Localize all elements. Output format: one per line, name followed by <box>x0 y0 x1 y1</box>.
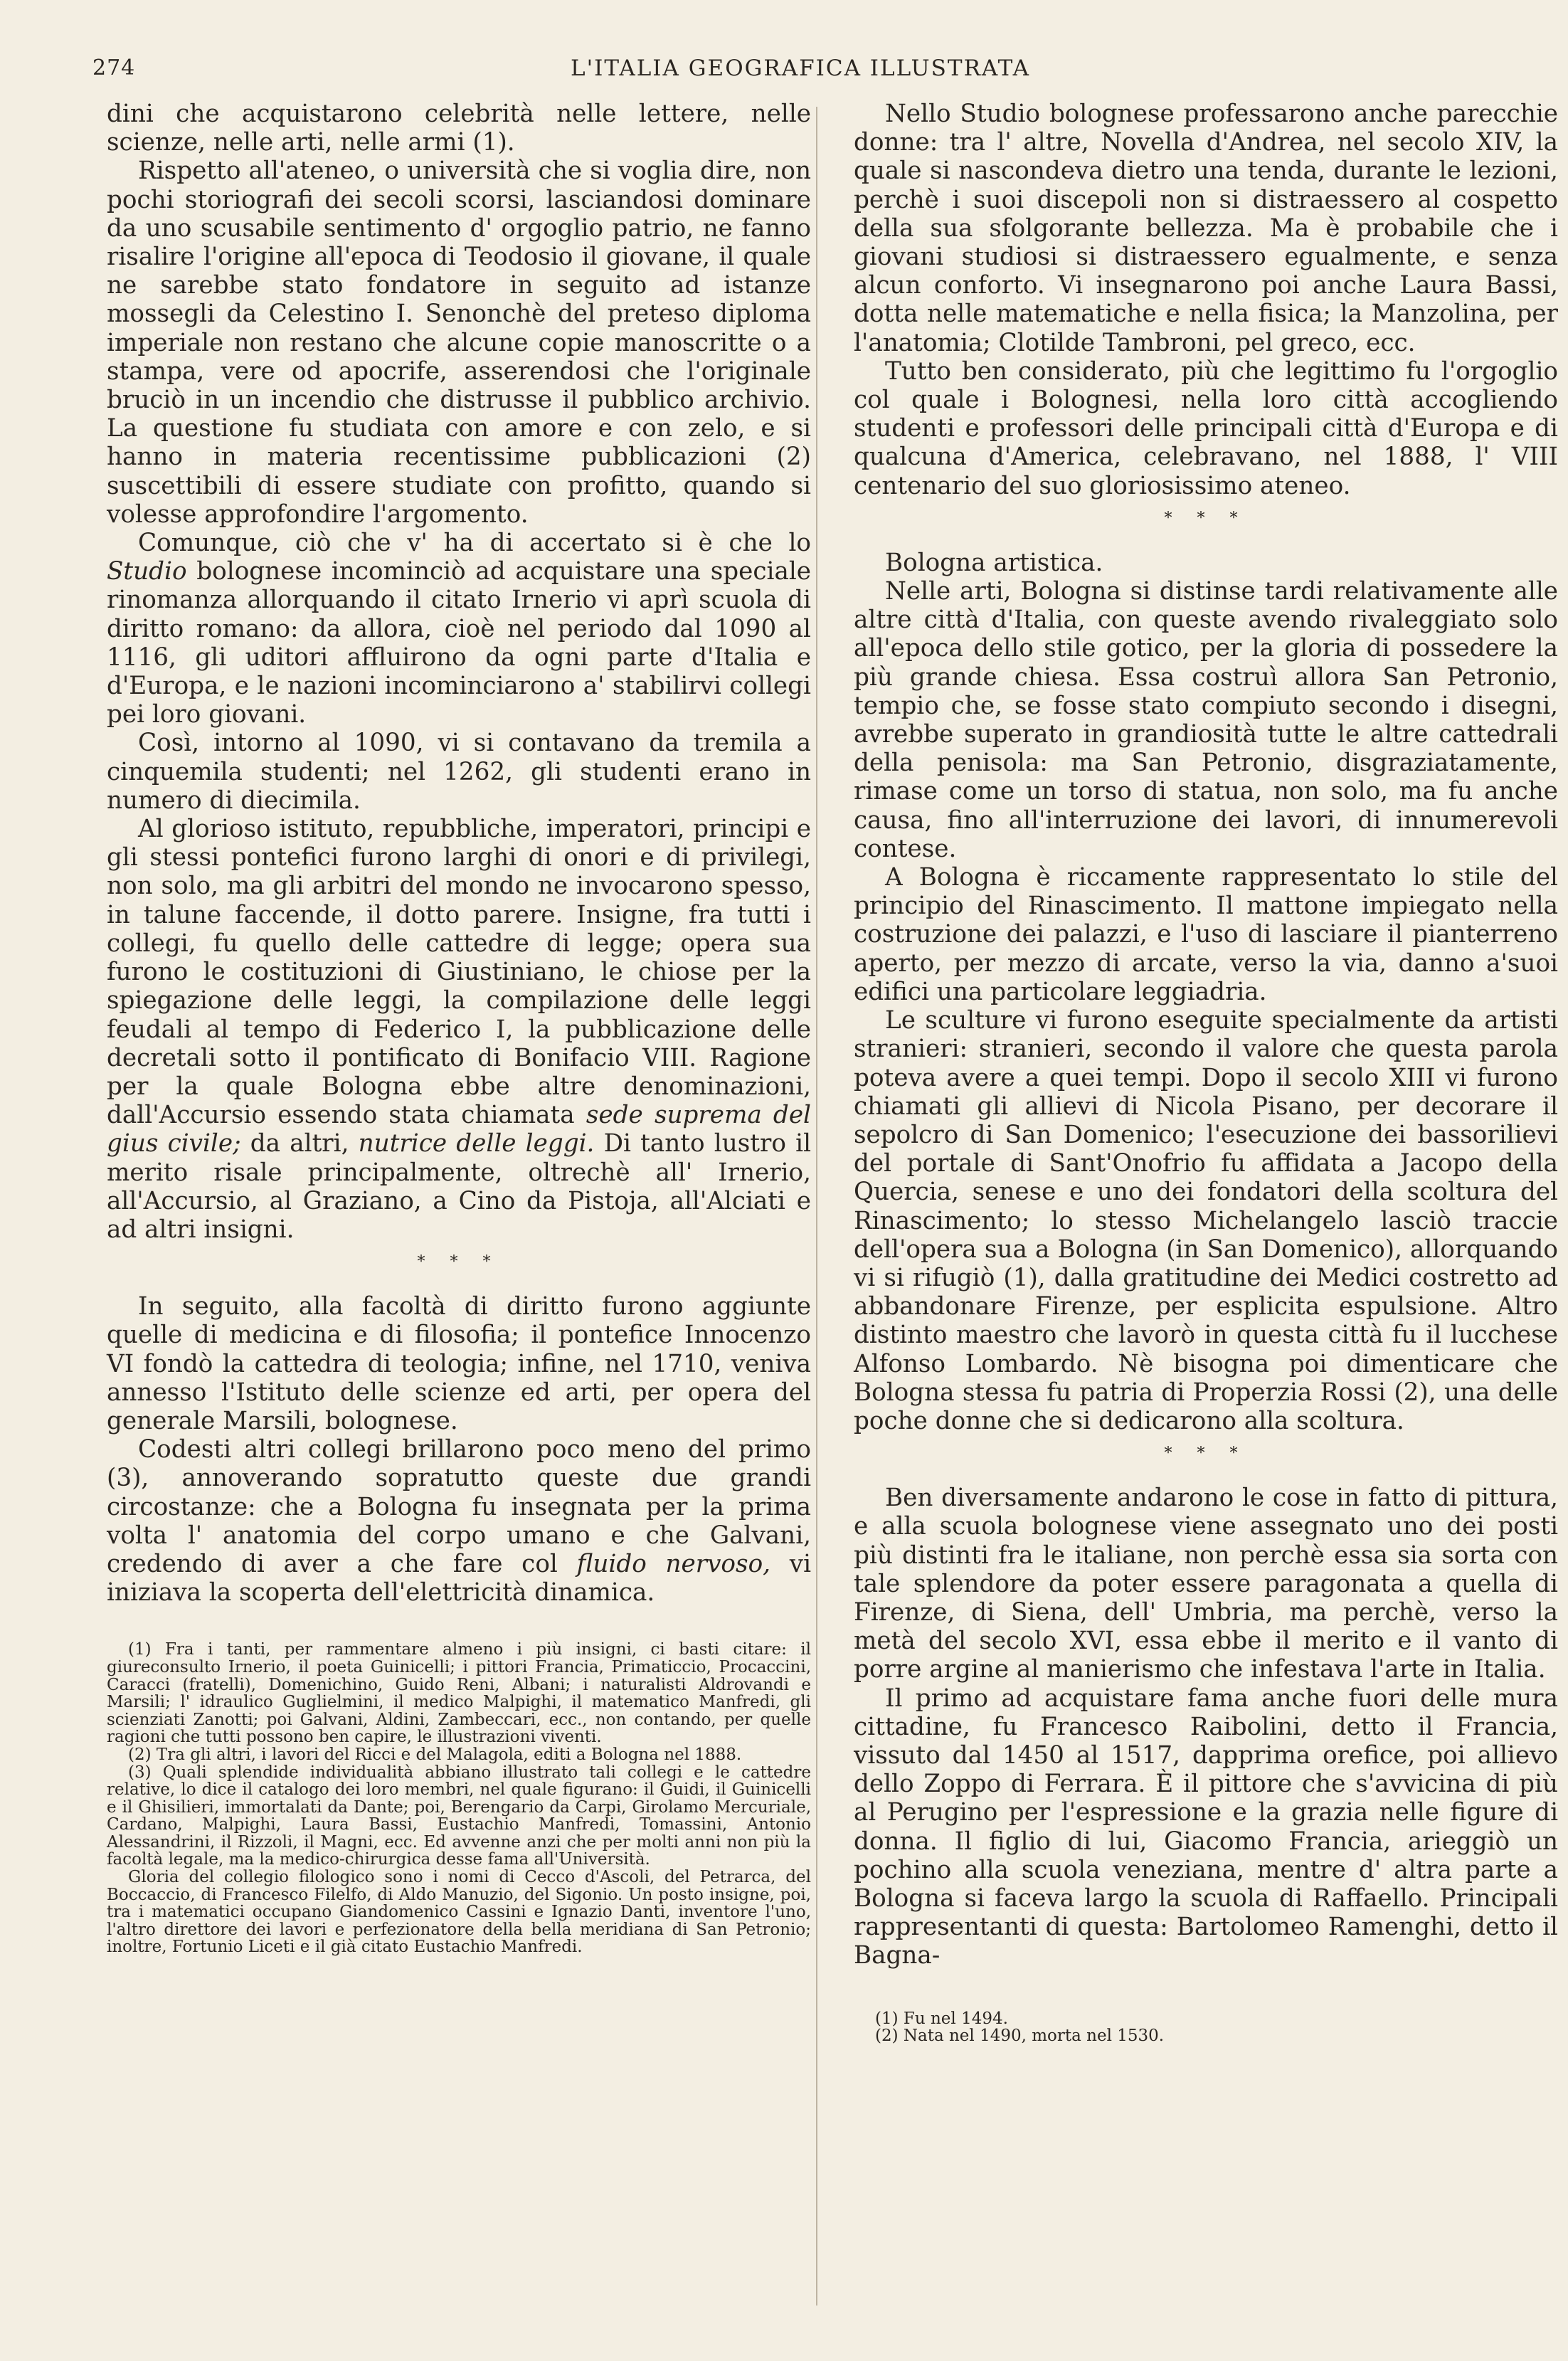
paragraph: Le sculture vi furono eseguite specialmente da artisti stranieri: stranieri, secondo il valore che questa parola poteva avere a quei tempi. Dopo il secolo XIII vi furono chiamati gli allievi di Nicola Pisano, per decorare il sepolcro di San Domenico; l'esecuzione dei bassorilievi del portale di Sant'Onofrio fu affidata a Jacopo della Quercia, senese e uno dei fondatori della scoltura del Rinascimento; lo stesso Michelangelo lasciò traccie dell'opera sua a Bologna (in San Domenico), allorquando vi si rifugiò (1), dalla gratitudine dei Medici costretto ad abbandonare Firenze, per esplicita espulsione. Altro distinto maestro che lavorò in questa città fu il lucchese Alfonso Lombardo. Nè bisogna poi dimenticare che Bologna stessa fu patria di Properzia Rossi (2), una delle poche donne che si dedicarono alla scoltura. <box>854 1006 1558 1435</box>
paragraph: Nelle arti, Bologna si distinse tardi relativamente alle altre città d'Italia, con queste avendo rivaleggiato solo all'epoca dello stile gotico, per la gloria di possedere la più grande chiesa. Essa costruì allora San Petronio, tempio che, se fosse stato compiuto secondo i disegni, avrebbe superato in grandiosità tutte le altre cattedrali della penisola: ma San Petronio, disgraziatamente, rimase come un torso di statua, non solo, ma fu anche causa, fino all'interruzione dei lavori, di innumerevoli contese. <box>854 577 1558 863</box>
paragraph <box>107 815 811 1244</box>
paragraph: dini che acquistarono celebrità nelle lettere, nelle scienze, nelle arti, nelle armi (1). <box>107 100 811 157</box>
paragraph: A Bologna è riccamente rappresentato lo stile del principio del Rinascimento. Il mattone impiegato nella costruzione dei palazzi, e l'uso di lasciare il pianterreno aperto, per mezzo di arcate, verso la via, danno a'suoi edifici una particolare leggiadria. <box>854 863 1558 1006</box>
footnote: (2) Nata nel 1490, morta nel 1530. <box>875 2027 1165 2046</box>
text-run: da altri, <box>250 1129 349 1158</box>
paragraph <box>107 1435 811 1607</box>
italic-text: Studio <box>107 557 187 586</box>
section-heading: Bologna artistica. <box>885 548 1103 577</box>
italic-text: sede suprema del gius civile; <box>107 1101 811 1158</box>
text-run: Al glorioso istituto, repubbliche, imperatori, principi e gli stessi pontefici furono larghi di onori e di privilegi, non solo, ma gli arbitri del mondo ne invocarono spesso, in talune faccende, il dotto parere. Insigne, fra tutti i collegi, fu quello delle cattedre di legge; opera sua furono le costituzioni di Giustiniano, le chiose per la spiegazione delle leggi, la compilazione delle leggi feudali al tempo di Federico I, la pubblicazione delle decretali sotto il pontificato di Bonifacio VIII. Ragione per la quale Bologna ebbe altre denominazioni, dall'Accursio essendo stata chiamata <box>107 815 811 1130</box>
page-number: 274 <box>92 56 136 80</box>
text-run: Codesti altri collegi brillarono poco meno del primo (3), annoverando sopratutto queste due grandi circostanze: che a Bologna fu insegnata per la prima volta l' anatomia del corpo umano e che Galvani, credendo di aver a che fare col <box>107 1435 811 1578</box>
footnote: (3) Quali splendide individualità abbiano illustrato tali collegi e le cattedre relative, lo dice il catalogo dei loro membri, nel quale figurano: il Guidi, il Guinicelli e il Ghisilieri, immortalati da Dante; poi, Berengario da Carpi, Girolamo Mercuriale, Cardano, Malpighi, Laura Bassi, Eustachio Manfredi, Tomassini, Antonio Alessandrini, il Rizzoli, il Magni, ecc. Ed avvenne anzi che per molti anni non più la facoltà legale, ma la medico-chirurgica desse fama all'Università. <box>107 1763 811 1869</box>
paragraph: In seguito, alla facoltà di diritto furono aggiunte quelle di medicina e di filosofia; il pontefice Innocenzo VI fondò la cattedra di teologia; infine, nel 1710, veniva annesso l'Istituto delle scienze ed arti, per opera del generale Marsili, bolognese. <box>107 1292 811 1435</box>
paragraph: Il primo ad acquistare fama anche fuori delle mura cittadine, fu Francesco Raibolini, detto il Francia, vissuto dal 1450 al 1517, dapprima orefice, poi allievo dello Zoppo di Ferrara. È il pittore che s'avvicina di più al Perugino per l'espressione e la grazia nelle figure di donna. Il figlio di lui, Giacomo Francia, arieggiò un pochino alla scuola veneziana, mentre d' altra parte a Bologna si faceva largo la scuola di Raffaello. Principali rappresentanti di questa: Bartolomeo Ramenghi, detto il Bagna- <box>854 1684 1558 1970</box>
paragraph: Tutto ben considerato, più che legittimo fu l'orgoglio col quale i Bolognesi, nella loro città accogliendo studenti e professori delle principali città d'Europa e di qualcuna d'America, celebravano, nel 1888, l' VIII centenario del suo gloriosissimo ateneo. <box>854 356 1558 500</box>
italic-text: nutrice delle leggi. <box>358 1129 595 1158</box>
left-column <box>107 100 811 1956</box>
asterism: * * * <box>1164 509 1248 527</box>
footnotes-right <box>854 2010 1558 2045</box>
footnote: (2) Tra gli altri, i lavori del Ricci e del Malagola, editi a Bologna nel 1888. <box>128 1745 742 1764</box>
text-run: Comunque, ciò che v' ha di accertato si è che lo <box>138 529 811 558</box>
asterism: * * * <box>1164 1444 1248 1463</box>
paragraph: Ben diversamente andarono le cose in fatto di pittura, e alla scuola bolognese viene assegnato uno dei posti più distinti fra le italiane, non perchè essa sia sorta con tale splendore da poter essere paragonata a quella di Firenze, di Siena, dell' Umbria, ma perchè, verso la metà del secolo XVI, essa ebbe il merito e il vanto di porre argine al manierismo che infestava l'arte in Italia. <box>854 1484 1558 1684</box>
text-run: Di tanto lustro il merito risale principalmente, oltrechè all' Irnerio, all'Accursio, al Graziano, a Cino da Pistoja, all'Alciati e ad altri insigni. <box>107 1129 812 1244</box>
text-run: vi iniziava la scoperta dell'elettricità dinamica. <box>107 1549 811 1607</box>
running-title: L'ITALIA GEOGRAFICA ILLUSTRATA <box>571 56 1030 81</box>
text-run: bolognese incominciò ad acquistare una speciale rinomanza allorquando il citato Irnerio vi aprì scuola di diritto romano: da allora, cioè nel periodo dal 1090 al 1116, gli uditori affluirono da ogni parte d'Italia e d'Europa, e le nazioni incominciarono a' stabilirvi collegi pei loro giovani. <box>107 557 811 729</box>
paragraph: Così, intorno al 1090, vi si contavano da tremila a cinquemila studenti; nel 1262, gli studenti erano in numero di diecimila. <box>107 729 811 815</box>
paragraph <box>107 529 811 729</box>
paragraph: Rispetto all'ateneo, o università che si voglia dire, non pochi storiografi dei secoli scorsi, lasciandosi dominare da uno scusabile sentimento d' orgoglio patrio, ne fanno risalire l'origine all'epoca di Teodosio il giovane, il quale ne sarebbe stato fondatore in seguito ad istanze mossegli da Celestino I. Senonchè del preteso diploma imperiale non restano che alcune copie manoscritte o a stampa, vere od apocrife, asserendosi che l'originale bruciò in un incendio che distrusse il pubblico archivio. La questione fu studiata con amore e con zelo, e si hanno in materia recentissime pubblicazioni (2) suscettibili di essere studiate con profitto, quando si volesse approfondire l'argomento. <box>107 157 811 529</box>
italic-text: fluido nervoso, <box>576 1549 771 1578</box>
asterism: * * * <box>417 1253 501 1272</box>
footnotes-left <box>107 1641 811 1956</box>
footnote: Gloria del collegio filologico sono i nomi di Cecco d'Ascoli, del Petrarca, del Boccaccio, di Francesco Filelfo, di Aldo Manuzio, del Sigonio. Un posto insigne, poi, tra i matematici occupano Giandomenico Cassini e Ignazio Danti, inventore l'uno, l'altro direttore dei lavori e perfezionatore della bella meridiana di San Petronio; inoltre, Fortunio Liceti e il già citato Eustachio Manfredi. <box>107 1868 811 1957</box>
right-column <box>854 100 1558 2045</box>
column-divider <box>816 107 817 2305</box>
page-header <box>92 56 1508 91</box>
footnote: (1) Fu nel 1494. <box>875 2009 1008 2028</box>
footnote: (1) Fra i tanti, per rammentare almeno i più insigni, ci basti citare: il giureconsulto Irnerio, il poeta Guinicelli; i pittori Francia, Primaticcio, Procaccini, Caracci (fratelli), Domenichino, Guido Reni, Albani; i naturalisti Aldrovandi e Marsili; l' idraulico Guglielmini, il medico Malpighi, il matematico Manfredi, gli scienziati Zanotti; poi Galvani, Aldini, Zambeccari, ecc., non contando, per quelle ragioni che tutti possono ben capire, le illustrazioni viventi. <box>107 1640 811 1747</box>
paragraph: Nello Studio bolognese professarono anche parecchie donne: tra l' altre, Novella d'Andrea, nel secolo XIV, la quale si nascondeva dietro una tenda, durante le lezioni, perchè i suoi discepoli non si distraessero al cospetto della sua sfolgorante bellezza. Ma è probabile che i giovani studiosi si distraessero egualmente, e senza alcun conforto. Vi insegnarono poi anche Laura Bassi, dotta nelle matematiche e nella fisica; la Manzolina, per l'anatomia; Clotilde Tambroni, pel greco, ecc. <box>854 100 1558 357</box>
